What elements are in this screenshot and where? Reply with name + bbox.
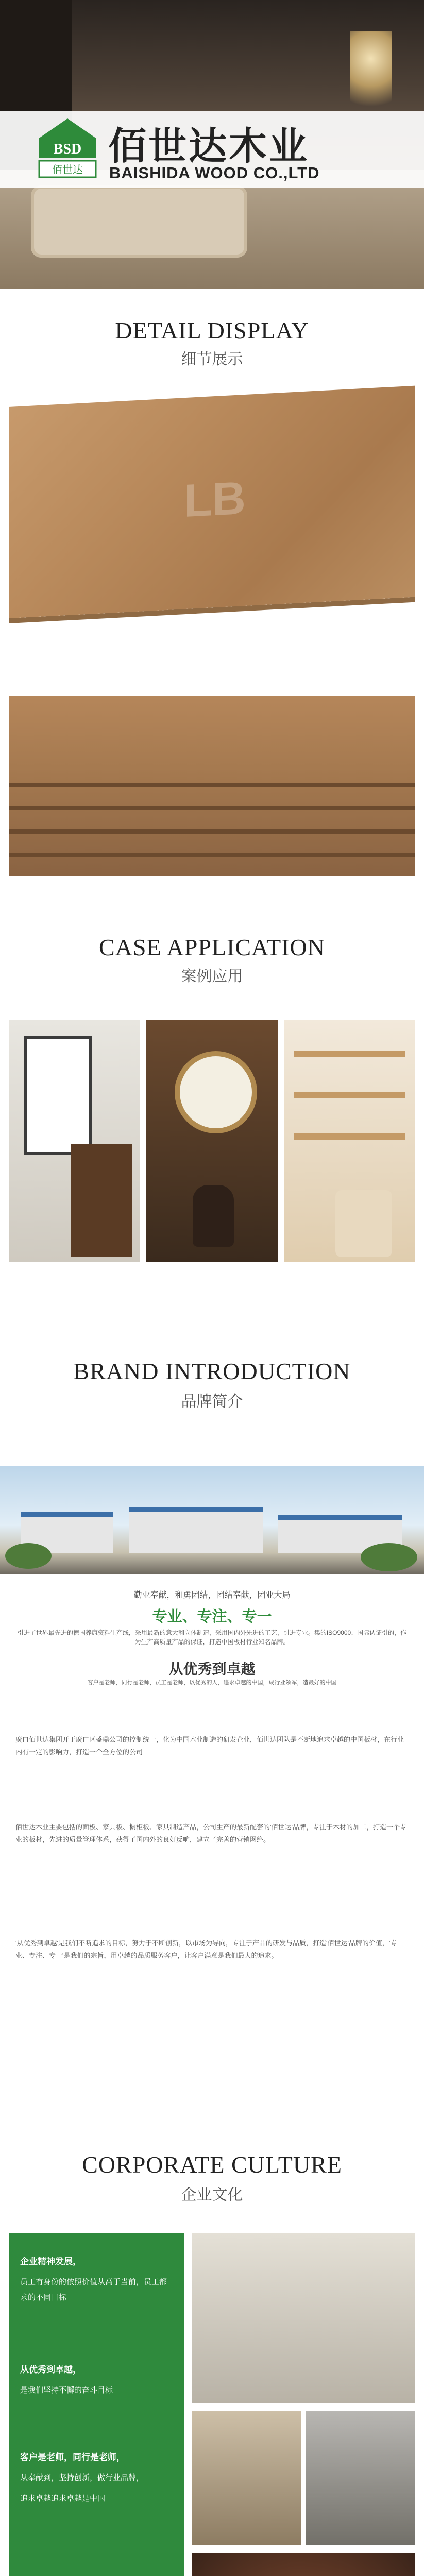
- board-layer: [9, 806, 415, 810]
- window: [24, 1036, 92, 1155]
- culture-subtitle: 企业文化: [181, 2187, 243, 2204]
- case-subtitle: 案例应用: [181, 968, 243, 985]
- chair: [335, 1190, 392, 1257]
- culture-line: 追求卓越追求卓越是中国: [20, 2494, 106, 2503]
- case-image-bookshelf: [284, 1020, 415, 1262]
- brand-paragraph-1: 廣口佰世达集团开于廣口区盛鼎公司的控制统一，化为中国木业制造的研发企业，佰世达团队是不断地追求卓越的中国板材，在行业内有一定的影响力，打造一个全方位的公司: [15, 1736, 404, 1756]
- brand-name-cn: 佰世达木业: [108, 124, 309, 168]
- hero-banner: [0, 0, 424, 289]
- board-layer: [9, 783, 415, 787]
- brand-logo: [37, 117, 98, 179]
- brand-motto: 勤业奉献，和勇团结，团结奉献，团业大局: [133, 1591, 291, 1600]
- case-title: CASE APPLICATION: [98, 934, 325, 960]
- culture-line: 从奉献到，坚持创新，做行业品牌，: [20, 2473, 144, 2482]
- brand-paragraph-3: '从优秀到卓越'是我们不断追求的目标，努力于不断创新，以市场为导向，专注于产品的研发与品质，打造'佰世达'品牌的价值，'专业、专注、专一'是我们的宗旨，用卓越的品质服务客户，让客户满意是我们最大的追求。: [15, 1939, 397, 1959]
- detail-subtitle: 细节展示: [181, 351, 243, 368]
- culture-line: 求的不同目标: [20, 2293, 67, 2302]
- shelf: [294, 1092, 405, 1098]
- mdf-board-image-2: [9, 696, 415, 876]
- culture-line: 企业精神发展，: [20, 2257, 81, 2266]
- culture-image-factory-hall: [192, 2233, 415, 2403]
- board-layer: [9, 853, 415, 857]
- culture-image-rollers: [192, 2553, 415, 2576]
- brand-subtitle: 品牌简介: [181, 1393, 243, 1410]
- clock-icon: [175, 1051, 257, 1133]
- hero-sofa: [31, 185, 247, 258]
- logo-letters: BSD: [53, 141, 82, 157]
- factory-panorama: [0, 1466, 424, 1574]
- cabinet: [71, 1144, 132, 1257]
- culture-text-panel: [9, 2233, 184, 2576]
- brand-slogan-b: 从优秀到卓越: [168, 1661, 256, 1677]
- brand-title: BRAND INTRODUCTION: [73, 1358, 351, 1384]
- tree: [5, 1543, 52, 1569]
- case-image-kitchen: [9, 1020, 140, 1262]
- detail-title: DETAIL DISPLAY: [115, 317, 309, 344]
- culture-line: 从优秀到卓越，: [20, 2365, 81, 2375]
- case-image-clock: [146, 1020, 278, 1262]
- tree: [361, 1543, 417, 1571]
- shelf: [294, 1133, 405, 1140]
- watermark: LB: [184, 472, 246, 528]
- culture-title: CORPORATE CULTURE: [82, 2151, 342, 2178]
- culture-image-stock: [192, 2411, 301, 2545]
- brand-name-en: BAISHIDA WOOD CO.,LTD: [109, 164, 320, 182]
- case-gallery: [0, 1020, 424, 1262]
- brand-paragraph-2: 佰世达木业主要包括的面板、家具板、橱柜板、家具制造产品，公司生产的最新配套的'佰世达'品牌，专注于木材的加工，打造一个专业的板材，先进的质量管理体系，获得了国内外的良好反响，建立了完善的营销网络。: [15, 1823, 406, 1843]
- brand-intro-short: 引进了世界最先进的德国养康资料生产线，采用最新的意大利立体制造，采用国内外先进的工艺，引进专业。集的ISO9000、国际认证引的，作为生产高质量产品的保证，打造中国板材行业知名品牌。: [17, 1629, 407, 1646]
- mdf-board-image-1: [9, 386, 415, 618]
- brand-slogan-b-sub: 客户是老师，同行是老师，员工是老师，以优秀的人，追求卓越的中国，成行业领军，造最好的中国: [87, 1680, 337, 1686]
- culture-line: 客户是老师，同行是老师，: [20, 2452, 125, 2462]
- vase: [193, 1185, 234, 1247]
- brand-slogan-a: 专业、专注、专一: [152, 1608, 272, 1625]
- board-layer: [9, 829, 415, 834]
- culture-line: 是我们坚持不懈的奋斗目标: [20, 2386, 113, 2395]
- hero-lamp: [350, 31, 392, 124]
- culture-line: 员工有身份的依照价值从高于当前，员工都: [20, 2278, 167, 2286]
- culture-image-workshop: [306, 2411, 415, 2545]
- building: [129, 1507, 263, 1553]
- shelf: [294, 1051, 405, 1057]
- logo-cn: 佰世达: [52, 163, 83, 176]
- culture-block: [0, 2233, 424, 2576]
